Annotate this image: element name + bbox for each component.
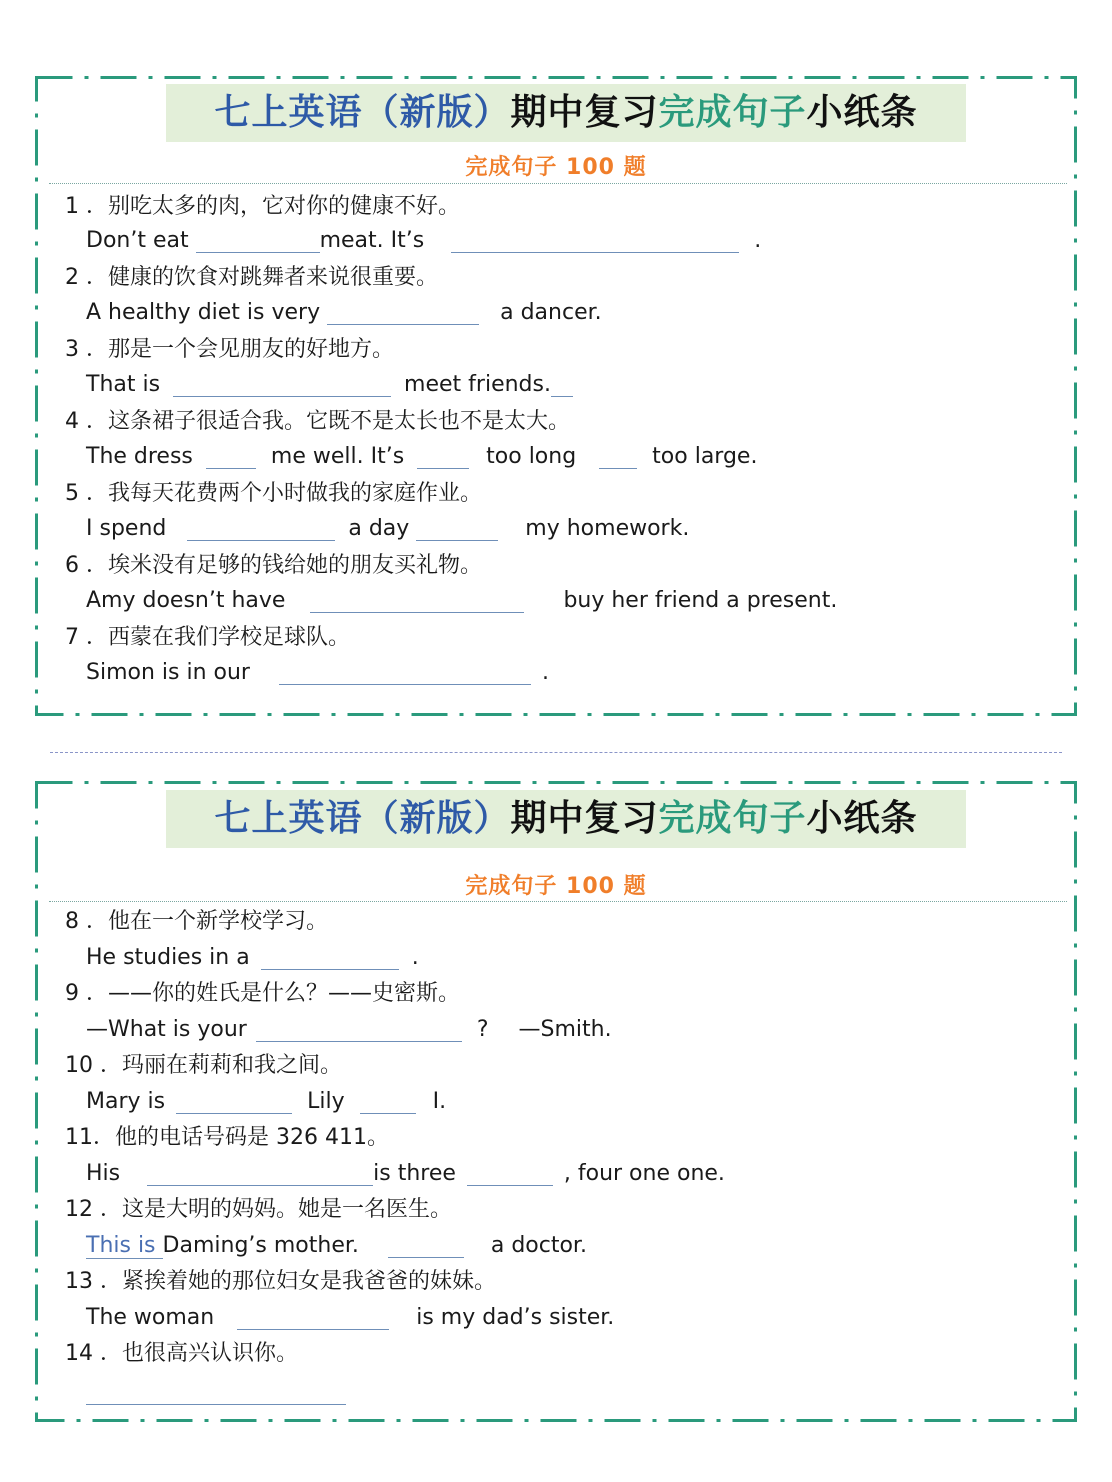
text: a doctor. [483,1233,587,1258]
subtitle: 完成句子 100 题 [465,155,647,180]
title-part-4: 小纸条 [806,92,918,133]
question-10-chinese: 10 ．玛丽在莉莉和我之间。 [65,1053,342,1078]
question-2-chinese: 2 ．健康的饮食对跳舞者来说很重要。 [65,265,438,290]
text: my homework. [518,516,690,541]
title-part-3: 完成句子 [658,798,807,839]
text: a dancer. [493,300,602,325]
text: meet friends. [397,372,551,397]
question-6-english [86,587,837,615]
question-11-chinese: 11．他的电话号码是 326 411。 [65,1125,389,1150]
answer-blank[interactable] [86,1380,346,1405]
question-3-english [86,371,573,399]
answer-blank[interactable] [451,228,739,253]
title-part-1: 七上英语（新版） [214,798,511,839]
text: . [534,660,549,685]
answer-blank[interactable] [237,1305,389,1330]
answer-blank[interactable] [261,945,399,970]
question-7-chinese: 7 ．西蒙在我们学校足球队。 [65,625,350,650]
answer-blank[interactable] [206,444,256,469]
text: , four one one. [556,1161,725,1186]
question-14-english [86,1379,346,1407]
question-10-english [86,1088,446,1116]
answer-blank[interactable] [416,516,498,541]
text: a day [341,516,417,541]
text: Lily [300,1089,352,1114]
text: ? [469,1017,489,1042]
question-6-chinese: 6 ．埃米没有足够的钱给她的朋友买礼物。 [65,553,482,578]
text: is three [373,1161,463,1186]
text: Don’t eat [86,228,196,253]
answer-blank[interactable] [310,588,524,613]
question-4-english [86,443,757,471]
text: is my dad’s sister. [409,1305,615,1330]
answer-blank[interactable] [327,300,479,325]
question-3-chinese: 3 ．那是一个会见朋友的好地方。 [65,337,394,362]
question-5-chinese: 5 ．我每天花费两个小时做我的家庭作业。 [65,481,482,506]
question-9-chinese: 9 ．——你的姓氏是什么？——史密斯。 [65,981,460,1006]
text: —What is your [86,1017,254,1042]
question-11-english [86,1160,725,1188]
question-2-english [86,299,602,327]
question-1-english [86,227,761,255]
answer-blank[interactable] [388,1233,464,1258]
answer-blank[interactable] [279,660,531,685]
answer-blank[interactable] [147,1161,373,1186]
answer-blank[interactable] [599,444,637,469]
question-4-chinese: 4 ．这条裙子很适合我。它既不是太长也不是太大。 [65,409,570,434]
question-13-english [86,1304,614,1332]
answer-blank[interactable] [360,1089,416,1114]
question-8-english [86,944,419,972]
text: too large. [645,444,758,469]
text: The dress [86,444,200,469]
question-7-english [86,659,549,687]
question-9-english [86,1016,612,1044]
hint-text: This is [86,1233,163,1258]
title-part-2: 期中复习 [510,92,659,133]
text: He studies in a [86,945,257,970]
text: A healthy diet is very [86,300,328,325]
text: The woman [86,1305,222,1330]
text: His [86,1161,128,1186]
text: I spend [86,516,174,541]
worksheet-card-2 [35,781,1077,1422]
answer-blank[interactable] [173,372,391,397]
answer-blank[interactable] [256,1017,462,1042]
title-band [166,790,966,848]
question-14-chinese: 14 ．也很高兴认识你。 [65,1341,298,1366]
text: Amy doesn’t have [86,588,293,613]
text: . [404,945,419,970]
text: too long [479,444,584,469]
answer-blank[interactable] [187,516,335,541]
text: Mary is [86,1089,173,1114]
text: meat. It’s [319,228,432,253]
question-8-chinese: 8 ．他在一个新学校学习。 [65,909,328,934]
text: —Smith. [518,1017,612,1042]
answer-blank[interactable] [176,1089,292,1114]
title-band [166,84,966,142]
answer-blank[interactable] [551,372,573,397]
separator-line [49,901,1067,902]
answer-blank[interactable] [467,1161,553,1186]
question-1-chinese: 1 ．别吃太多的肉，它对你的健康不好。 [65,194,460,219]
question-13-chinese: 13 ．紧挨着她的那位妇女是我爸爸的妹妹。 [65,1269,496,1294]
text: I. [425,1089,447,1114]
question-12-english [86,1232,587,1260]
text: me well. It’s [263,444,412,469]
subtitle: 完成句子 100 题 [465,874,647,899]
title-part-3: 完成句子 [658,92,807,133]
text: . [747,228,762,253]
answer-blank[interactable] [417,444,469,469]
text: That is [86,372,168,397]
text: Daming’s mother. [162,1233,366,1258]
text: Simon is in our [86,660,257,685]
title-part-2: 期中复习 [510,798,659,839]
separator-line [49,183,1067,184]
question-5-english [86,515,689,543]
question-12-chinese: 12 ．这是大明的妈妈。她是一名医生。 [65,1197,452,1222]
answer-blank[interactable] [196,228,320,253]
title-part-4: 小纸条 [806,798,918,839]
worksheet-card-1 [35,76,1077,716]
cut-line [50,752,1062,753]
text: buy her friend a present. [556,588,838,613]
title-part-1: 七上英语（新版） [214,92,511,133]
